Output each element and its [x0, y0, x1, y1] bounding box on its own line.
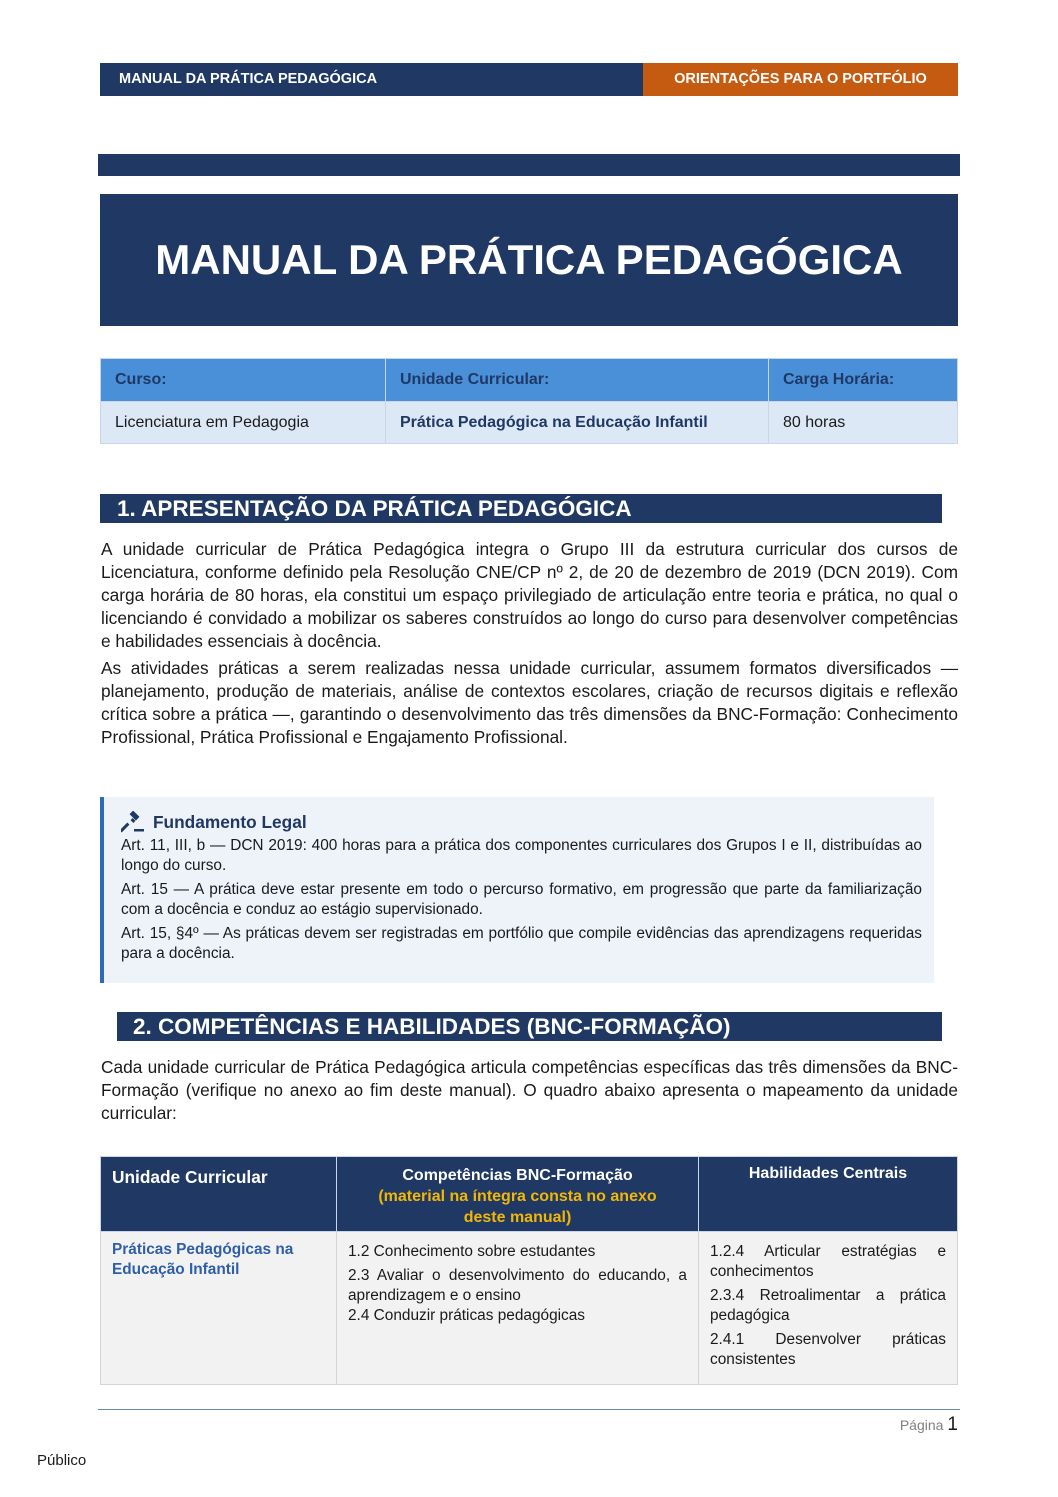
section-1-paragraph-2: As atividades práticas a serem realizadas nessa unidade curricular, assumem formatos diversificados — planejamento, produção de materiais, análise de contextos escolares, criação de recursos digitais e reflexão crítica sobre a prática —, garantindo o desenvolvimento das três dimensões da BNC-Formação: Conhecimento Profissional, Prática Profissional e Engajamento Profissional.	[101, 658, 958, 747]
footer-divider	[98, 1409, 960, 1410]
section-2-heading: 2. COMPETÊNCIAS E HABILIDADES (BNC-FORMAÇÃO)	[117, 1012, 942, 1041]
legal-item: Art. 15 — A prática deve estar presente em todo o percurso formativo, em progressão que parte da familiarização com a docência e conduz ao estágio supervisionado.	[121, 881, 922, 918]
competencies-header-note: (material na íntegra consta no anexo deste manual)	[378, 1188, 657, 1226]
gavel-icon	[121, 811, 145, 833]
table-row	[101, 1232, 958, 1385]
hours-header: Carga Horária:	[769, 359, 958, 402]
legal-basis-title-text: Fundamento Legal	[153, 811, 307, 832]
section-1-heading: 1. APRESENTAÇÃO DA PRÁTICA PEDAGÓGICA	[100, 494, 942, 523]
legal-item: Art. 11, III, b — DCN 2019: 400 horas para a prática dos componentes curriculares dos Grupos I e II, distribuídas ao longo do curso.	[121, 837, 922, 874]
legal-item: Art. 15, §4º — As práticas devem ser registradas em portfólio que compile evidências das aprendizagens requeridas para a docência.	[121, 925, 922, 962]
competencies-column-header	[337, 1157, 699, 1232]
section-2-paragraph: Cada unidade curricular de Prática Pedagógica articula competências específicas das três dimensões da BNC-Formação (verifique no anexo ao fim deste manual). O quadro abaixo apresenta o mapeamento da unidade curricular:	[101, 1057, 958, 1123]
competency-item: 1.2 Conhecimento sobre estudantes	[348, 1243, 596, 1260]
unit-header: Unidade Curricular:	[386, 359, 769, 402]
page-title: MANUAL DA PRÁTICA PEDAGÓGICA	[100, 194, 958, 326]
course-header: Curso:	[101, 359, 386, 402]
legal-basis-title	[121, 811, 922, 833]
competencies-header-text: Competências BNC-Formação	[402, 1167, 633, 1184]
classification-label: Público	[37, 1452, 87, 1469]
skill-item: 2.4.1 Desenvolver práticas consistentes	[710, 1331, 946, 1368]
page-label: Página	[899, 1417, 944, 1433]
page-number	[900, 1414, 958, 1436]
course-info-table	[100, 358, 958, 444]
header-manual-label: MANUAL DA PRÁTICA PEDAGÓGICA	[100, 63, 643, 96]
skill-item: 1.2.4 Articular estratégias e conhecimentos	[710, 1243, 946, 1280]
competency-item: 2.3 Avaliar o desenvolvimento do educando, a aprendizagem e o ensino 2.4 Conduzir práticas pedagógicas	[348, 1267, 687, 1324]
section-1-paragraph-1: A unidade curricular de Prática Pedagógica integra o Grupo III da estrutura curricular dos cursos de Licenciatura, conforme definido pela Resolução CNE/CP nº 2, de 20 de dezembro de 2019 (DCN 2019). Com carga horária de 80 horas, ela constitui um espaço privilegiado de articulação entre teoria e prática, no qual o licenciando é convidado a mobilizar os saberes construídos ao longo do curso para desenvolver competências e habilidades essenciais à docência.	[101, 539, 958, 651]
unit-column-header: Unidade Curricular	[101, 1157, 337, 1232]
header-portfolio-label: ORIENTAÇÕES PARA O PORTFÓLIO	[643, 63, 958, 96]
hours-value: 80 horas	[769, 402, 958, 444]
skills-cell	[699, 1232, 958, 1385]
decorative-bar	[98, 154, 960, 176]
competencies-cell	[337, 1232, 699, 1385]
unit-cell: Práticas Pedagógicas na Educação Infantil	[101, 1232, 337, 1385]
page-number-value: 1	[947, 1414, 958, 1435]
skill-item: 2.3.4 Retroalimentar a prática pedagógica	[710, 1287, 946, 1324]
competencies-table	[100, 1156, 958, 1385]
legal-basis-box	[100, 797, 934, 983]
skills-column-header: Habilidades Centrais	[699, 1157, 958, 1232]
course-value: Licenciatura em Pedagogia	[101, 402, 386, 444]
unit-value: Prática Pedagógica na Educação Infantil	[386, 402, 769, 444]
